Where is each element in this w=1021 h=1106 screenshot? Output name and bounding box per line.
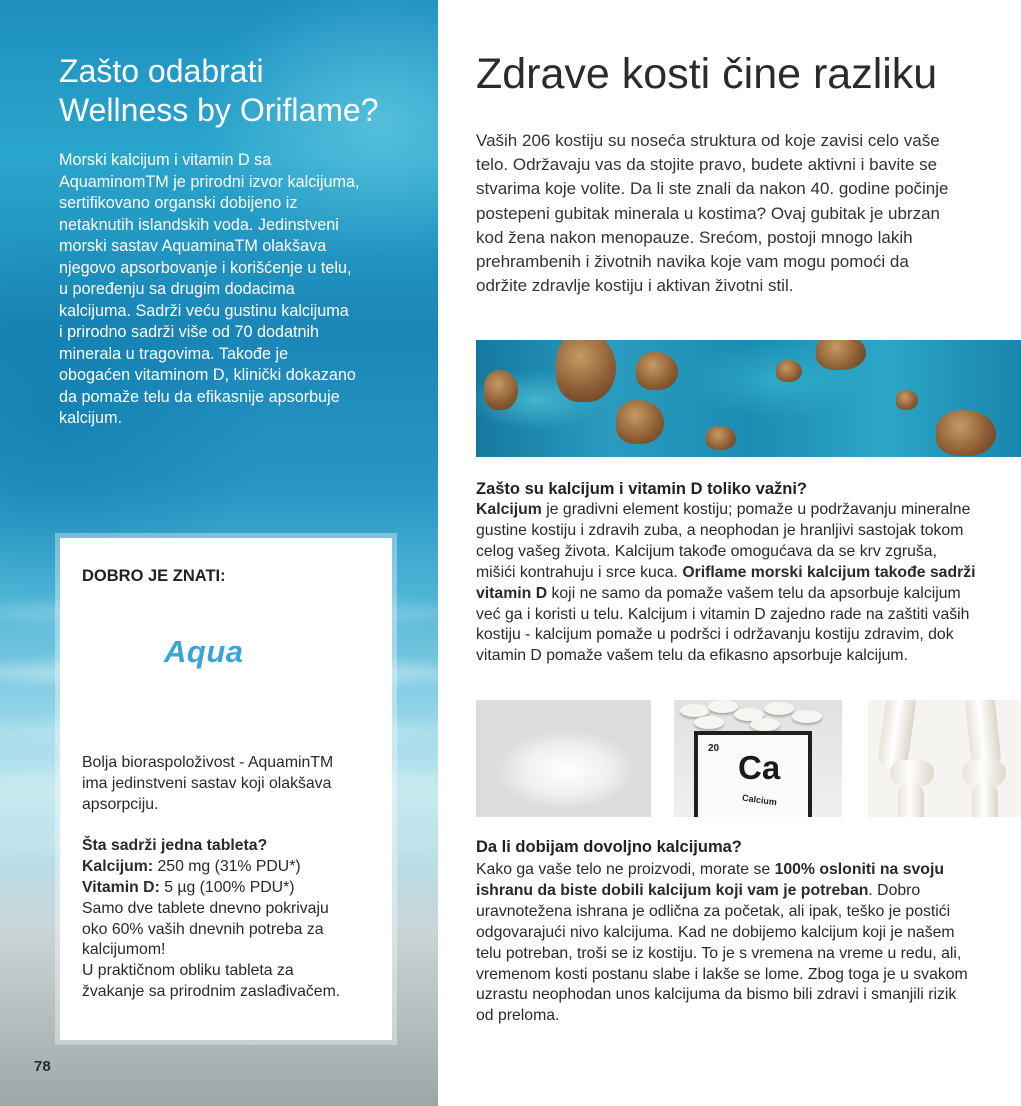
intro-line: kod žena nakon menopauze. Srećom, postoji mnogo lakih <box>476 227 913 247</box>
text-run: . Dobro <box>868 881 921 899</box>
intro-line: postepeni gubitak minerala u kostima? Ovaj gubitak je ubrzan <box>476 203 940 223</box>
text-line: od preloma. <box>476 1007 560 1025</box>
page-title: Zdrave kosti čine razliku <box>476 50 938 98</box>
left-body-line: obogaćen vitaminom D, klinički dokazano <box>59 366 356 384</box>
rock <box>896 390 918 410</box>
left-body-line: AquaminomTM je prirodni izvor kalcijuma, <box>59 172 360 191</box>
bioavailability-line: Bolja bioraspoloživost - AquaminTM <box>82 754 334 771</box>
form-line: žvakanje sa prirodnim zaslađivačem. <box>82 982 341 1000</box>
tablet-shape <box>792 710 822 723</box>
form-line: U praktičnom obliku tableta za <box>82 962 294 980</box>
info-box-title: DOBRO JE ZNATI: <box>82 567 226 585</box>
text-run: koji ne samo da pomaže vašem telu da apsorbuje kalcijum <box>547 584 961 602</box>
left-body-line: kalcijuma. Sadrži veću gustinu kalcijuma <box>59 301 349 320</box>
text-line <box>476 500 976 521</box>
tablet-heading: Šta sadrži jedna tableta? <box>82 837 268 855</box>
rock <box>776 360 802 382</box>
coverage-line: Samo dve tablete dnevno pokrivaju <box>82 899 329 917</box>
left-title <box>59 52 379 130</box>
element-symbol: Ca <box>738 749 781 786</box>
text-line: gustine kostiju i zdravih zuba, a neophodan je hranljivi sastojak tokom <box>476 521 964 539</box>
text-line <box>476 860 968 881</box>
intro-line: telo. Održavaju vas da stojite pravo, budete aktivni i bavite se <box>476 155 938 175</box>
bioavailability-line: apsorpciju. <box>82 795 159 813</box>
left-ocean-panel <box>0 0 438 1106</box>
left-body-line: da pomaže telu da efikasnije apsorbuje <box>59 387 340 406</box>
intro-line: održite zdravlje kostiju i aktivan životni stil. <box>476 276 794 296</box>
left-body-line: Morski kalcijum i vitamin D sa <box>59 151 272 169</box>
left-title-line: Zašto odabrati <box>59 53 264 89</box>
left-body-line: minerala u tragovima. Takođe je <box>59 344 289 363</box>
text-line: kostiju - kalcijum pomaže u podršci i održavanju kostiju zdravim, dok <box>476 626 954 644</box>
left-body-line: u poređenju sa drugim dodacima <box>59 280 295 298</box>
section-heading-why: Zašto su kalcijum i vitamin D toliko važni? <box>476 480 807 498</box>
calcium-tablets-photo <box>674 700 842 817</box>
text-line: već ga i koristi u telu. Kalcijum i vitamin D zajedno rade na zaštiti vaših <box>476 605 970 623</box>
periodic-element-tile <box>694 731 812 817</box>
text-run: Kako ga vaše telo ne proizvodi, morate se <box>476 861 775 878</box>
page-number: 78 <box>34 1058 51 1075</box>
aquamin-logo: Aqua <box>164 634 244 669</box>
section-text-why <box>476 500 976 667</box>
bioavailability-line: ima jedinstveni sastav koji olakšava <box>82 774 332 792</box>
tablet-shape <box>750 718 780 731</box>
calcium-row <box>82 857 382 878</box>
calcium-label: Kalcijum: <box>82 858 154 876</box>
left-body-line: njegovo apsorbovanje i korišćenje u telu, <box>59 258 352 277</box>
tablet-shape <box>764 702 794 715</box>
info-box <box>60 538 392 1040</box>
rock <box>484 370 518 410</box>
intro-text <box>476 129 949 298</box>
knee-bones-photo <box>868 700 1021 817</box>
left-body-text <box>59 150 404 430</box>
text-line: vitamin D pomaže vašem telu da efikasno apsorbuje kalcijum. <box>476 647 908 665</box>
tibia-bone <box>972 782 998 817</box>
tablet-shape <box>708 700 738 713</box>
coverage-line: oko 60% vaših dnevnih potreba za <box>82 920 324 938</box>
vitamin-d-value: 5 µg (100% PDU*) <box>159 878 295 896</box>
element-name: Calcium <box>741 792 778 808</box>
bold-text: vitamin D <box>476 584 548 602</box>
intro-line: Vaših 206 kostiju su noseća struktura od koje zavisi celo vaše <box>476 131 940 150</box>
text-line <box>476 584 976 605</box>
left-body-line: netaknutih islandskih voda. Jedinstveni <box>59 215 339 234</box>
coverage-line: kalcijumom! <box>82 941 166 959</box>
left-body-line: kalcijum. <box>59 409 122 427</box>
text-run: je gradivni element kostiju; pomaže u podržavanju mineralne <box>541 501 971 518</box>
calcium-value: 250 mg (31% PDU*) <box>153 858 301 876</box>
intro-line: stvarima koje volite. Da li ste znali da nakon 40. godine počinje <box>476 179 949 199</box>
rock <box>556 340 616 402</box>
tibia-bone <box>898 782 924 817</box>
rock <box>636 352 678 390</box>
rock <box>816 340 866 370</box>
bold-text: 100% osloniti na svoju <box>774 861 944 878</box>
text-line: uzrastu neophodan unos kalcijuma da bismo bili zdravi i smanjili rizik <box>476 986 957 1004</box>
left-title-line: Wellness by Oriflame? <box>59 92 379 128</box>
text-line <box>476 881 968 902</box>
rock <box>616 400 664 444</box>
rock <box>706 426 736 450</box>
ocean-rocks-photo <box>476 340 1021 457</box>
atomic-number: 20 <box>708 743 720 754</box>
text-line: telu potreban, troši se iz kostiju. To je s vremena na vreme u redu, ali, <box>476 944 962 962</box>
tablet-shape <box>680 704 710 717</box>
text-line <box>476 563 976 584</box>
left-body-line: sertifikovano organski dobijeno iz <box>59 194 298 212</box>
bold-text: ishranu da biste dobili kalcijum koji vam je potreban <box>476 881 869 899</box>
bold-text: Kalcijum <box>476 501 542 518</box>
left-body-line: morski sastav AquaminaTM olakšava <box>59 237 327 255</box>
vitamin-d-label: Vitamin D: <box>82 878 160 896</box>
section-heading-enough: Da li dobijam dovoljno kalcijuma? <box>476 838 742 856</box>
text-line: odgovarajući nivo kalcijuma. Kad ne dobijemo kalcijum koji je našem <box>476 923 955 941</box>
bold-text: Oriflame morski kalcijum takođe sadrži <box>682 563 976 581</box>
text-line: uravnotežena ishrana je odlična za početak, ali ipak, teško je postići <box>476 902 951 920</box>
info-box-text <box>82 753 382 1003</box>
section-text-enough <box>476 860 968 1027</box>
text-line: celog vašeg života. Kalcijum takođe omogućava da se krv zgruša, <box>476 542 937 560</box>
vitamin-d-row <box>82 878 382 899</box>
text-line: vremenom kosti postanu slabe i lakše se lome. Zbog toga je u svakom <box>476 965 968 983</box>
intro-line: prehrambenih i životnih navika koje vam mogu pomoći da <box>476 252 909 272</box>
rock <box>936 410 996 456</box>
left-body-line: i prirodno sadrži više od 70 dodatnih <box>59 323 320 341</box>
tablet-shape <box>694 716 724 729</box>
text-run: mišići kontrahuju i srce kuca. <box>476 563 683 581</box>
calcium-powder-photo <box>476 700 651 817</box>
